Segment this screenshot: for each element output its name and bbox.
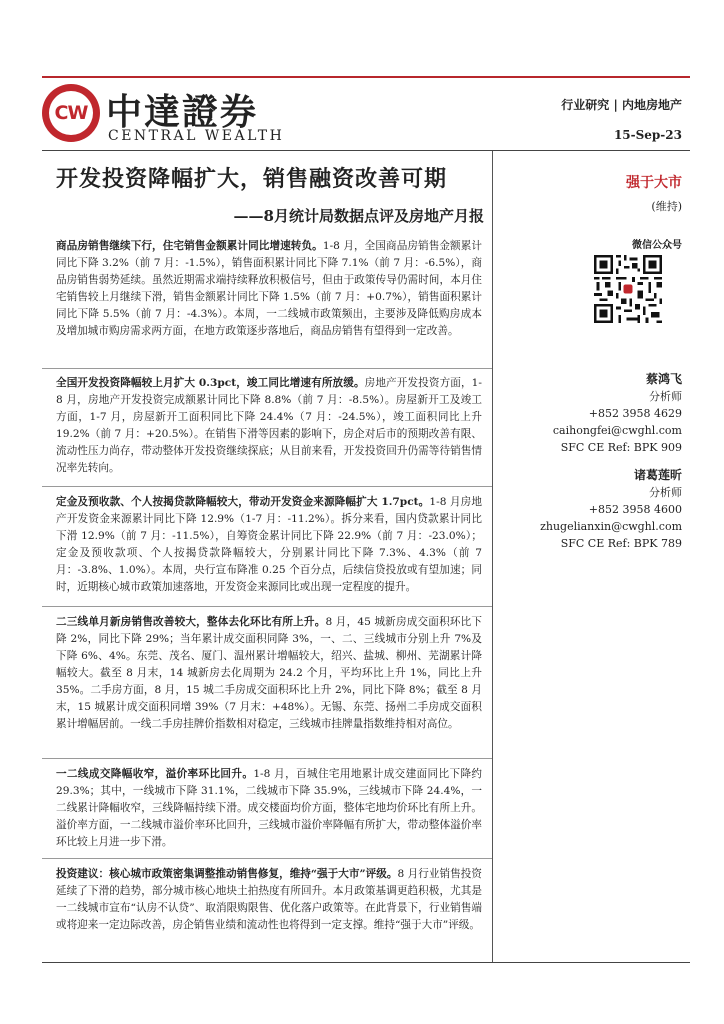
paragraph-lead: 全国开发投资降幅较上月扩大 0.3pct，竣工同比增速有所放缓。 xyxy=(56,377,365,389)
footer-rule xyxy=(42,962,690,963)
analyst-card xyxy=(553,371,682,456)
header-top-rule xyxy=(42,76,690,78)
analyst-license: SFC CE Ref: BPK 789 xyxy=(560,537,682,550)
paragraph-lead: 定金及预收款、个人按揭贷款降幅较大，带动开发资金来源降幅扩大 1.7pct。 xyxy=(56,496,430,508)
rating-badge: 强于大市 xyxy=(626,175,682,191)
analyst-license: SFC CE Ref: BPK 909 xyxy=(560,441,682,454)
brand-logo-mark: CW xyxy=(54,102,88,124)
report-category: 行业研究 | 内地房地产 xyxy=(561,98,682,112)
analyst-name: 蔡鸿飞 xyxy=(645,372,682,386)
column-divider xyxy=(492,151,493,963)
paragraph-text: 1-8 月房地产开发资金来源累计同比下降 12.9%（1-7 月：-11.2%）。拆分来看，国内贷款累计同比下滑 12.9%（前 7 月：-11.5%），自筹资金累计同比下降 22.9%（前 7 月：-23.0%）；定金及预收款项、个人按揭贷款降幅较大，分别累计同比下降 7.3%、4.3%（前 7 月：-3.8%、1.0%）。本周，央行宣布降准 0.25 个百分点，后续信贷投放或有望加速；同时，近期核心城市政策加速落地，开发资金来源同比或出现一定程度的提升。 xyxy=(56,496,482,593)
analyst-title: 分析师 xyxy=(649,390,682,403)
report-date: 15-Sep-23 xyxy=(613,128,682,142)
paragraph-divider xyxy=(42,606,492,607)
paragraph-divider xyxy=(42,368,492,369)
qr-code-icon xyxy=(594,255,662,323)
report-title: 开发投资降幅扩大，销售融资改善可期 xyxy=(56,166,448,192)
paragraph-divider xyxy=(42,486,492,487)
paragraph-lead: 投资建议：核心城市政策密集调整推动销售修复，维持“强于大市”评级。 xyxy=(56,868,398,880)
summary-paragraph-land xyxy=(56,766,482,851)
paragraph-lead: 二三线单月新房销售改善较大，整体去化环比有所上升。 xyxy=(56,616,326,628)
header-divider xyxy=(42,150,690,151)
brand-name-en: CENTRAL WEALTH xyxy=(108,128,285,144)
paragraph-divider xyxy=(42,858,492,859)
paragraph-text: 1-8 月，全国商品房销售金额累计同比下降 3.2%（前 7 月：-1.5%），销售面积累计同比下降 7.1%（前 7 月：-6.5%），商品房销售弱势延续。虽然近期需求端持续释放积极信号，但由于政策传导仍需时间，本月住宅销售较上月继续下滑，销售金额累计同比下降 1.5%（前 7 月：+0.7%），销售面积累计同比下降 5.5%（前 7 月：-4.3%）。本周，一二线城市政策频出，主要涉及降低购房成本及增加城市购房需求两方面，在地方政策逐步落地后，商品房销售有望得到一定改善。 xyxy=(56,240,482,337)
rating-note: (维持) xyxy=(651,200,682,213)
summary-paragraph-investment xyxy=(56,375,482,477)
report-subtitle: ——8月统计局数据点评及房地产月报 xyxy=(233,207,484,225)
paragraph-text: 1-8 月，百城住宅用地累计成交建面同比下降约 29.3%；其中，一线城市下降 31.1%，二线城市下降 35.9%，三线城市下降 24.4%，一二线累计降幅收窄，三线降幅持续下滑。成交楼面均价方面，整体宅地均价环比有所上升。溢价率方面，一二线城市溢价率环比回升，三线城市溢价率降幅有所扩大，带动整体溢价率环比较上月进一步下滑。 xyxy=(56,768,482,848)
paragraph-text: 8 月行业销售投资延续了下滑的趋势，部分城市核心地块土拍热度有所回升。本月政策基调更趋积极，尤其是一二线城市宣布“认房不认贷”、取消限购限售、优化落户政策等。在此背景下，行业销售端或将迎来一定边际改善，房企销售业绩和流动性也将得到一定支撑。维持“强于大市”评级。 xyxy=(56,868,482,931)
analyst-name: 诸葛莲昕 xyxy=(633,468,682,482)
brand-name-cn: 中達證券 xyxy=(106,91,259,133)
summary-paragraph-recommendation xyxy=(56,866,482,934)
analyst-email[interactable]: zhugelianxin@cwghl.com xyxy=(540,520,682,533)
analyst-phone: +852 3958 4600 xyxy=(588,503,682,516)
paragraph-lead: 一二线成交降幅收窄，溢价率环比回升。 xyxy=(56,768,254,780)
analyst-email[interactable]: caihongfei@cwghl.com xyxy=(552,424,682,437)
summary-paragraph-sales xyxy=(56,238,482,340)
analyst-phone: +852 3958 4629 xyxy=(588,407,682,420)
brand-logo-icon xyxy=(42,84,100,142)
paragraph-text: 8 月，45 城新房成交面积环比下降 2%，同比下降 29%；当年累计成交面积同降 3%，一、二、三线城市分别上升 7%及下降 6%、4%。东莞、茂名、厦门、温州累计增幅较大，绍兴、盐城、柳州、芜湖累计降幅较大。截至 8 月末，14 城新房去化周期为 24.2 个月，平均环比上升 1%，同比上升 35%。二手房方面，8 月，15 城二手房成交面积环比上升 2%，同比下降 8%；截至 8 月末，15 城累计成交面积同增 39%（7 月末：+48%）。无锡、东莞、扬州二手房成交面积累计增幅居前。一线二手房挂牌价指数相对稳定，三线城市挂牌量指数维持相对高位。 xyxy=(56,616,482,730)
summary-paragraph-transactions xyxy=(56,614,482,733)
summary-paragraph-funding xyxy=(56,494,482,596)
analyst-card xyxy=(540,467,682,552)
paragraph-divider xyxy=(42,758,492,759)
paragraph-text: 房地产开发投资方面，1-8 月，房地产开发投资完成额累计同比下降 8.8%（前 7 月：-8.5%）。房屋新开工及竣工方面，1-7 月，房屋新开工面积同比下降 24.4%（7 月：-24.5%），竣工面积同比上升 19.2%（前 7 月：+20.5%）。在销售下滑等因素的影响下，房企对后市的预期改善有限、流动性压力尚存，带动整体开发投资继续探底；从目前来看，开发投资回升仍需等待销售情况率先转向。 xyxy=(56,377,482,474)
analyst-title: 分析师 xyxy=(649,486,682,499)
paragraph-lead: 商品房销售继续下行，住宅销售金额累计同比增速转负。 xyxy=(56,240,323,252)
wechat-label: 微信公众号 xyxy=(632,240,682,251)
